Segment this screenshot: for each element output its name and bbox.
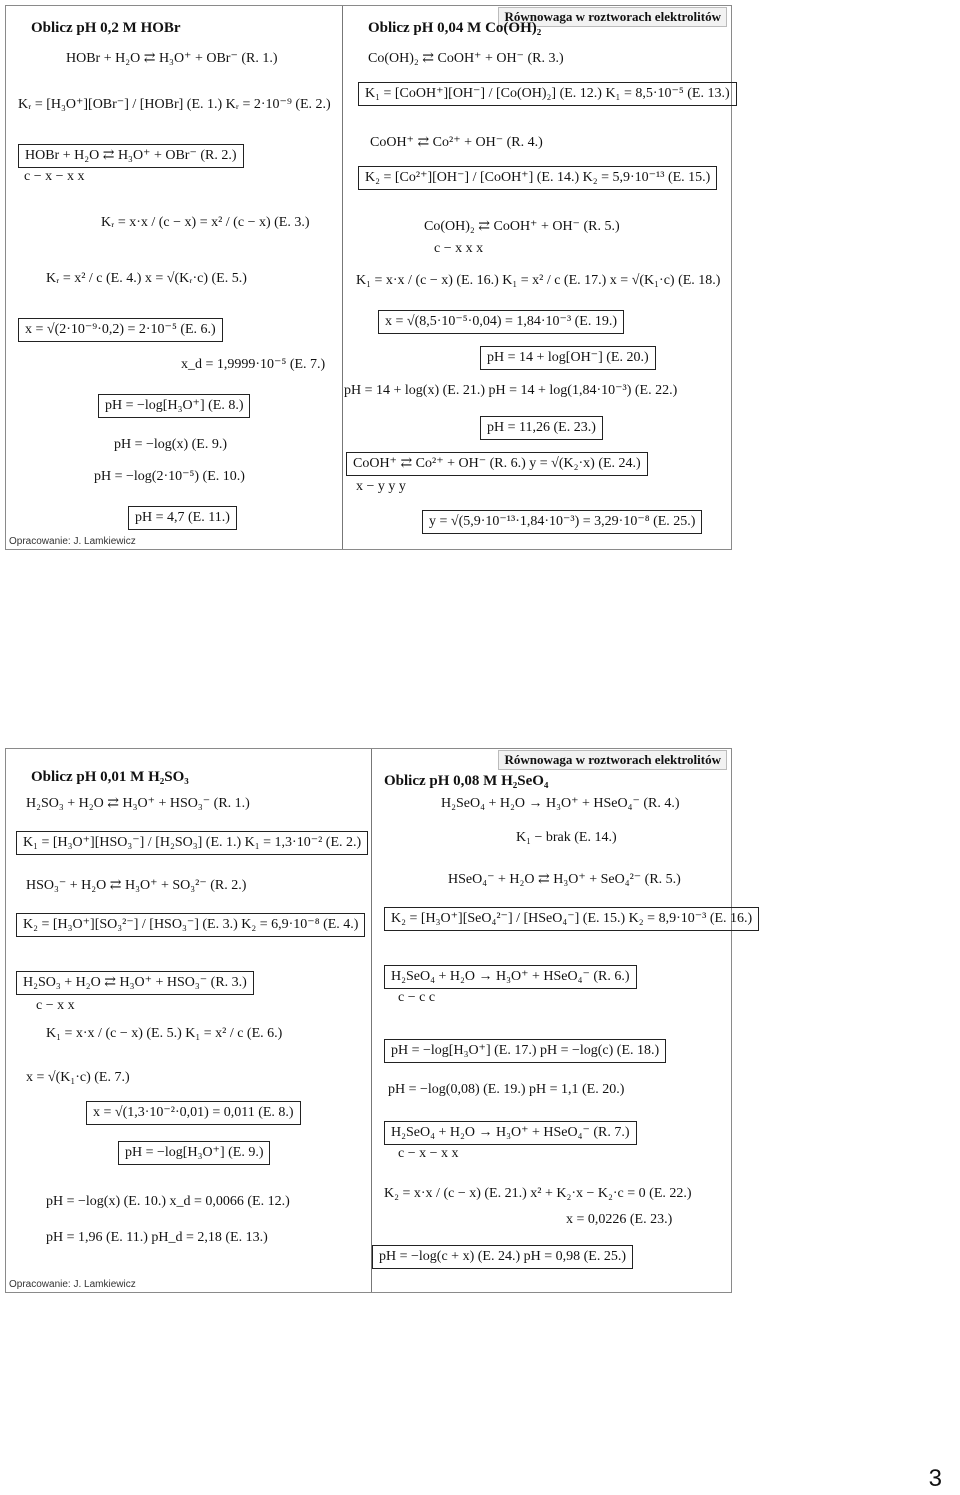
- equation-box: x = √(1,3·10⁻²·0,01) = 0,011 (E. 8.): [86, 1101, 301, 1125]
- slide-header: Równowaga w roztworach elektrolitów: [498, 7, 727, 27]
- equation: x = 0,0226 (E. 23.): [566, 1212, 673, 1227]
- equation: Kᵣ = x² / c (E. 4.) x = √(Kᵣ·c) (E. 5.): [46, 271, 247, 286]
- right-title: Oblicz pH 0,08 M H₂SeO₄: [384, 773, 549, 789]
- equation-box: pH = −log[H₃O⁺] (E. 17.) pH = −log(c) (E. 18.): [384, 1039, 666, 1063]
- left-title: Oblicz pH 0,01 M H₂SO₃: [31, 769, 189, 785]
- equation-box: y = √(5,9·10⁻¹³·1,84·10⁻³) = 3,29·10⁻⁸ (E. 25.): [422, 510, 702, 534]
- equation-box: H₂SeO₄ + H₂O → H₃O⁺ + HSeO₄⁻ (R. 6.): [384, 965, 637, 989]
- equation: K₁ = x·x / (c − x) (E. 16.) K₁ = x² / c (E. 17.) x = √(K₁·c) (E. 18.): [356, 273, 721, 288]
- equation: Kᵣ = [H₃O⁺][OBr⁻] / [HOBr] (E. 1.) Kᵣ = 2·10⁻⁹ (E. 2.): [18, 97, 331, 112]
- equation: CoOH⁺ ⇄ Co²⁺ + OH⁻ (R. 4.): [370, 135, 543, 150]
- equation-box: CoOH⁺ ⇄ Co²⁺ + OH⁻ (R. 6.) y = √(K₂·x) (E. 24.): [346, 452, 648, 476]
- equation: x_d = 1,9999·10⁻⁵ (E. 7.): [181, 357, 326, 372]
- equation: HOBr + H₂O ⇄ H₃O⁺ + OBr⁻ (R. 1.): [66, 51, 278, 66]
- equation: Kᵣ = x·x / (c − x) = x² / (c − x) (E. 3.): [101, 215, 310, 230]
- equation: x − y y y: [356, 479, 406, 494]
- slide-footer: Opracowanie: J. Lamkiewicz: [9, 1279, 136, 1290]
- equation: Co(OH)₂ ⇄ CoOH⁺ + OH⁻ (R. 3.): [368, 51, 564, 66]
- equation-box: K₂ = [Co²⁺][OH⁻] / [CoOH⁺] (E. 14.) K₂ = 5,9·10⁻¹³ (E. 15.): [358, 166, 717, 190]
- equation-box: K₁ = [H₃O⁺][HSO₃⁻] / [H₂SO₃] (E. 1.) K₁ = 1,3·10⁻² (E. 2.): [16, 831, 368, 855]
- equation: HSeO₄⁻ + H₂O ⇄ H₃O⁺ + SeO₄²⁻ (R. 5.): [448, 872, 681, 887]
- equation: K₁ = x·x / (c − x) (E. 5.) K₁ = x² / c (E. 6.): [46, 1026, 283, 1041]
- equation: c − x x x: [434, 241, 484, 256]
- equation: pH = −log(x) (E. 9.): [114, 437, 227, 452]
- column-divider: [342, 6, 343, 549]
- equation-box: pH = 14 + log[OH⁻] (E. 20.): [480, 346, 656, 370]
- equation-box: x = √(8,5·10⁻⁵·0,04) = 1,84·10⁻³ (E. 19.): [378, 310, 624, 334]
- equation-box: K₂ = [H₃O⁺][SeO₄²⁻] / [HSeO₄⁻] (E. 15.) K₂ = 8,9·10⁻³ (E. 16.): [384, 907, 759, 931]
- equation-box: pH = 11,26 (E. 23.): [480, 416, 603, 440]
- equation: K₁ − brak (E. 14.): [516, 830, 617, 845]
- equation: Co(OH)₂ ⇄ CoOH⁺ + OH⁻ (R. 5.): [424, 219, 620, 234]
- left-title: Oblicz pH 0,2 M HOBr: [31, 20, 181, 36]
- equation: c − x − x x: [24, 169, 85, 184]
- equation-box: H₂SeO₄ + H₂O → H₃O⁺ + HSeO₄⁻ (R. 7.): [384, 1121, 637, 1145]
- equation-box: pH = −log[H₃O⁺] (E. 8.): [98, 394, 250, 418]
- equation: c − x x: [36, 998, 75, 1013]
- equation-box: pH = −log[H₃O⁺] (E. 9.): [118, 1141, 270, 1165]
- equation: pH = −log(0,08) (E. 19.) pH = 1,1 (E. 20.): [388, 1082, 625, 1097]
- equation-box: pH = 4,7 (E. 11.): [128, 506, 237, 530]
- slide-2: [5, 748, 753, 1293]
- equation: x = √(K₁·c) (E. 7.): [26, 1070, 130, 1085]
- slide-1: [5, 5, 732, 550]
- equation: c − c c: [398, 990, 436, 1005]
- equation-box: x = √(2·10⁻⁹·0,2) = 2·10⁻⁵ (E. 6.): [18, 318, 223, 342]
- equation-box: pH = −log(c + x) (E. 24.) pH = 0,98 (E. 25.): [372, 1245, 633, 1269]
- equation: pH = 14 + log(x) (E. 21.) pH = 14 + log(1,84·10⁻³) (E. 22.): [344, 383, 678, 398]
- equation-box: HOBr + H₂O ⇄ H₃O⁺ + OBr⁻ (R. 2.): [18, 144, 244, 168]
- equation: K₂ = x·x / (c − x) (E. 21.) x² + K₂·x − K₂·c = 0 (E. 22.): [384, 1186, 692, 1201]
- equation: HSO₃⁻ + H₂O ⇄ H₃O⁺ + SO₃²⁻ (R. 2.): [26, 878, 247, 893]
- equation: c − x − x x: [398, 1146, 459, 1161]
- equation: pH = −log(x) (E. 10.) x_d = 0,0066 (E. 12.): [46, 1194, 290, 1209]
- equation-box: H₂SO₃ + H₂O ⇄ H₃O⁺ + HSO₃⁻ (R. 3.): [16, 971, 254, 995]
- page-number: 3: [928, 1465, 942, 1492]
- equation: H₂SO₃ + H₂O ⇄ H₃O⁺ + HSO₃⁻ (R. 1.): [26, 796, 250, 811]
- right-title: Oblicz pH 0,04 M Co(OH)₂: [368, 20, 542, 36]
- slide-header: Równowaga w roztworach elektrolitów: [498, 750, 727, 770]
- equation: pH = −log(2·10⁻⁵) (E. 10.): [94, 469, 245, 484]
- column-divider: [371, 749, 372, 1292]
- equation-box: K₂ = [H₃O⁺][SO₃²⁻] / [HSO₃⁻] (E. 3.) K₂ = 6,9·10⁻⁸ (E. 4.): [16, 913, 365, 937]
- slide-footer: Opracowanie: J. Lamkiewicz: [9, 536, 136, 547]
- equation-box: K₁ = [CoOH⁺][OH⁻] / [Co(OH)₂] (E. 12.) K₁ = 8,5·10⁻⁵ (E. 13.): [358, 82, 737, 106]
- equation: H₂SeO₄ + H₂O → H₃O⁺ + HSeO₄⁻ (R. 4.): [441, 796, 680, 811]
- equation: pH = 1,96 (E. 11.) pH_d = 2,18 (E. 13.): [46, 1230, 268, 1245]
